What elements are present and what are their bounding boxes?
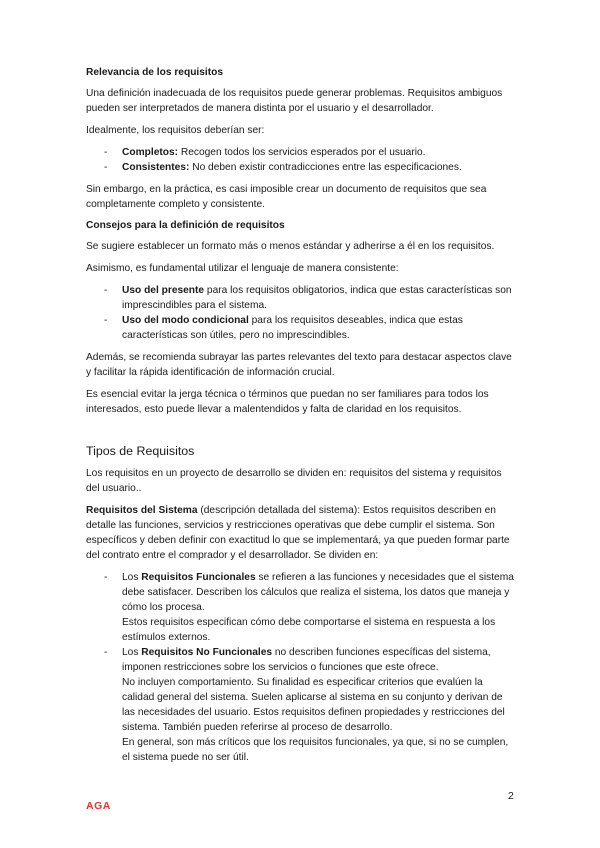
paragraph: Idealmente, los requisitos deberían ser:: [86, 125, 265, 136]
aga-logo: AGA: [86, 800, 111, 812]
paragraph: Una definición inadecuada de los requisitos puede generar problemas. Requisitos ambiguos pueden ser interpretados de manera distinta por el usuario y el desarrollador.: [86, 88, 503, 114]
list-item: - Completos: Recogen todos los servicios esperados por el usuario.: [104, 147, 426, 158]
paragraph: Requisitos del Sistema (descripción detallada del sistema): Estos requisitos describen en detalle las funciones, servicios y restricciones operativas que debe cumplir el sistema. Son específicos y deben definir con exactitud lo que se implementará, ya que pueden formar parte del contrato entre el comprador y el desarrollador. Se dividen en:: [86, 505, 510, 561]
paragraph: Se sugiere establecer un formato más o menos estándar y adherirse a él en los requisitos.: [86, 241, 495, 252]
section-title-consejos: Consejos para la definición de requisitos: [86, 220, 285, 231]
language-usage-list: [86, 283, 516, 343]
list-item: - Uso del presente para los requisitos obligatorios, indica que estas características son imprescindibles para el sistema.: [104, 285, 512, 311]
section-title-relevancia: Relevancia de los requisitos: [86, 67, 224, 78]
paragraph: Sin embargo, en la práctica, es casi imposible crear un documento de requisitos que sea completamente completo y consistente.: [86, 184, 487, 210]
paragraph: Los requisitos en un proyecto de desarrollo se dividen en: requisitos del sistema y requisitos del usuario..: [86, 468, 502, 494]
requirements-qualities-list: [86, 145, 516, 175]
list-item: - Los Requisitos No Funcionales no describen funciones específicas del sistema, imponen restricciones sobre los servicios o funciones que este ofrece. No incluyen comportamiento. Su finalidad es especificar criterios que evalúen la calidad general del sistema. Suelen aplicarse al sistema en su conjunto y derivan de las necesidades del usuario. Estos requisitos definen propiedades y restricciones del sistema. También pueden referirse al proceso de desarrollo. En general, son más críticos que los requisitos funcionales, ya que, si no se cumplen, el sistema puede no ser útil.: [104, 647, 509, 763]
list-item: - Uso del modo condicional para los requisitos deseables, indica que estas características son útiles, pero no imprescindibles.: [104, 315, 463, 341]
paragraph: Además, se recomienda subrayar las partes relevantes del texto para destacar aspectos clave y facilitar la rápida identificación de información crucial.: [86, 352, 512, 378]
list-item: - Los Requisitos Funcionales se refieren a las funciones y necesidades que el sistema debe satisfacer. Describen los cálculos que realiza el sistema, los datos que maneja y cómo los procesa. Estos requisitos especifican cómo debe comportarse el sistema en respuesta a los estímulos externos.: [104, 572, 514, 643]
paragraph: Asimismo, es fundamental utilizar el lenguaje de manera consistente:: [86, 263, 399, 274]
document-page: [86, 66, 516, 772]
section-heading-tipos: Tipos de Requisitos: [86, 444, 195, 458]
system-requirements-list: [86, 570, 516, 765]
page-number: 2: [508, 790, 514, 802]
paragraph: Es esencial evitar la jerga técnica o términos que puedan no ser familiares para todos los interesados, esto puede llevar a malentendidos y falta de claridad en los requisitos.: [86, 389, 489, 415]
list-item: - Consistentes: No deben existir contradicciones entre las especificaciones.: [104, 162, 462, 173]
